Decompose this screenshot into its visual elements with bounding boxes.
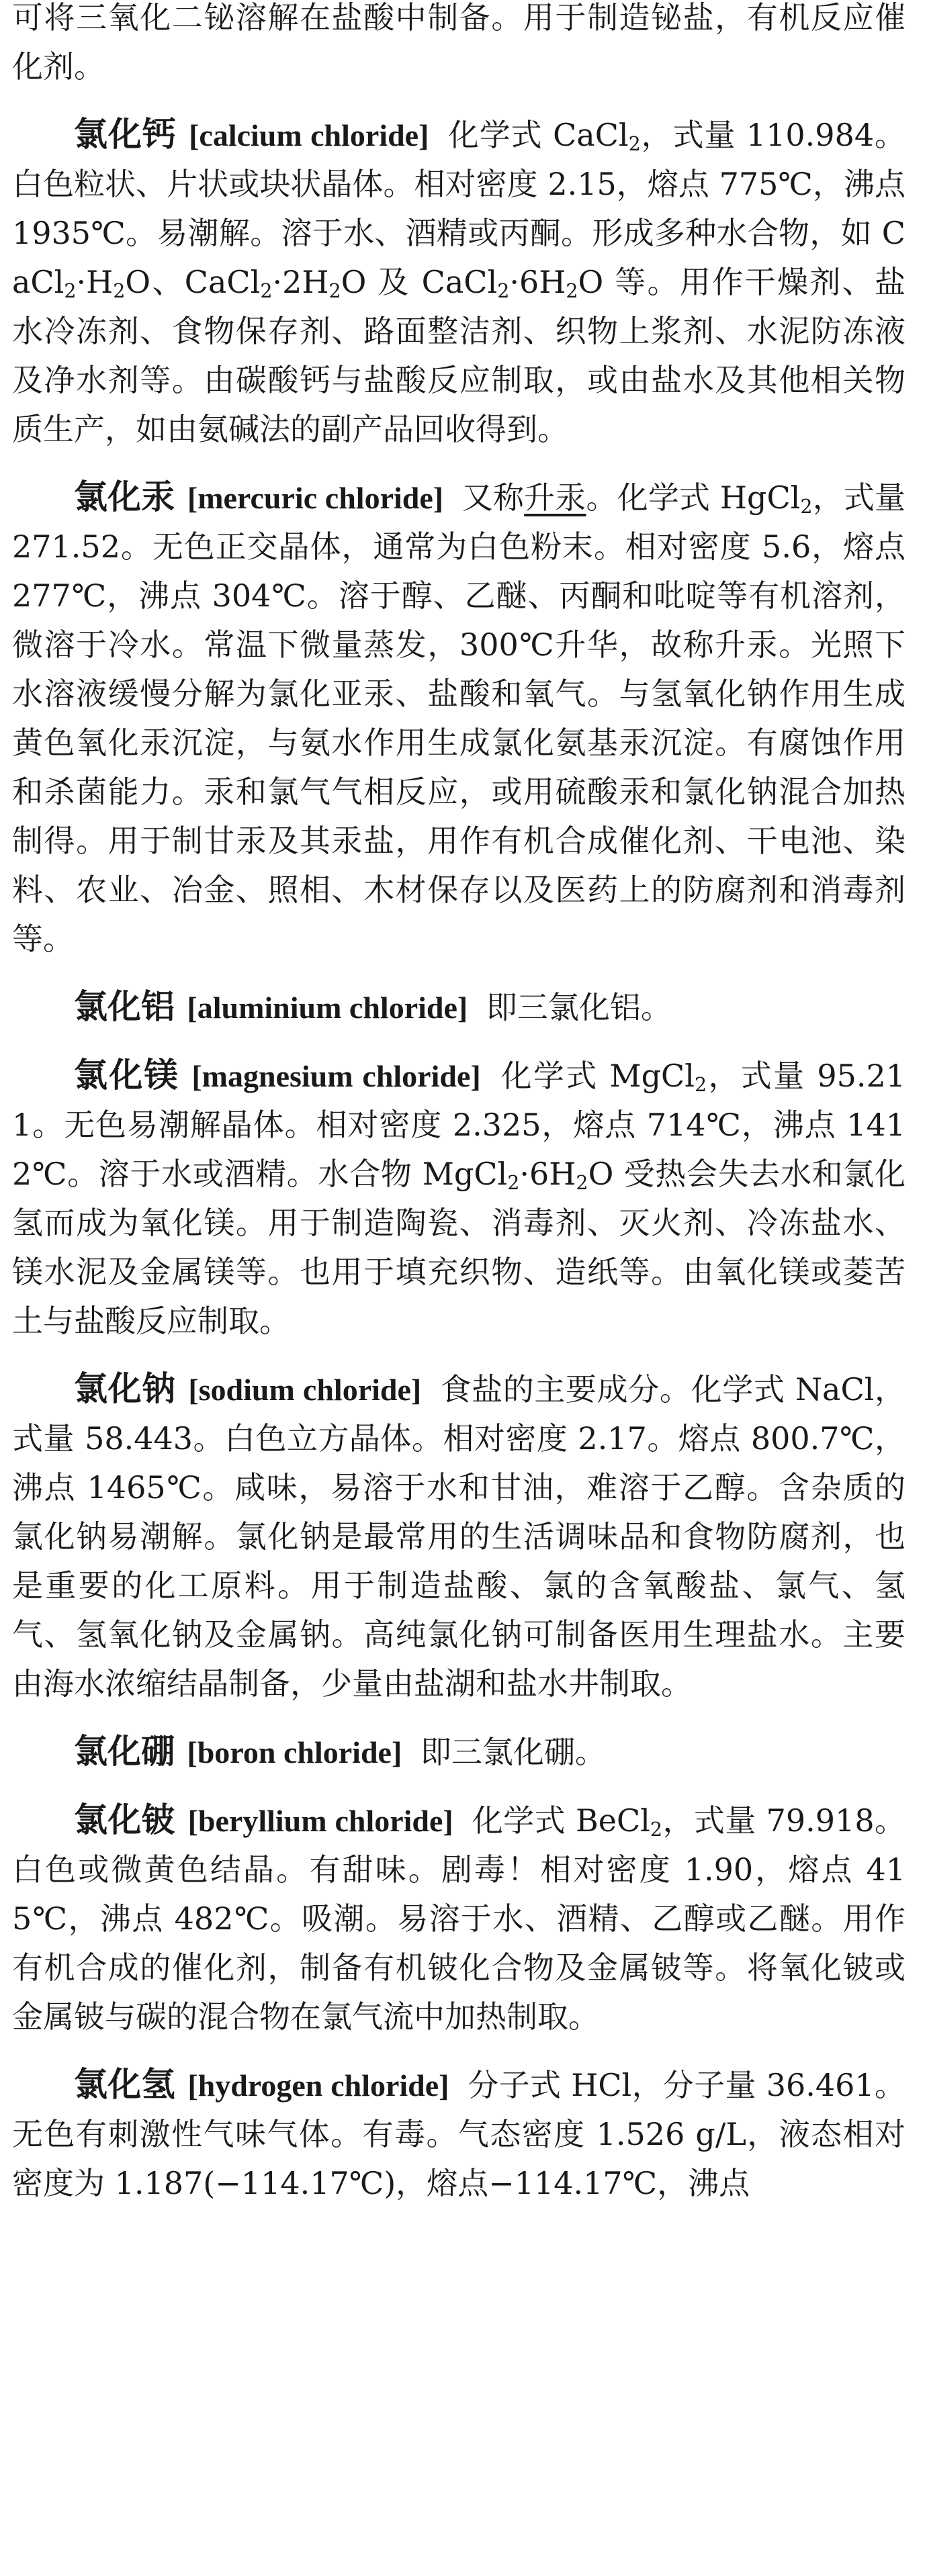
entry-headword: 氯化硼 xyxy=(74,1732,175,1771)
entry-headword: 氯化镁 xyxy=(74,1056,179,1095)
entry-mercuric-chloride: 氯化汞 [mercuric chloride] 又称升汞。化学式 HgCl$_2$，式量 271.52。无色正交晶体，通常为白色粉末。相对密度 5.6，熔点 277℃，沸点 304℃。溶于醇、乙醚、丙酮和吡啶等有机溶剂，微溶于冷水。常温下微量蒸发，300℃升华，故称升汞。光照下水溶液缓慢分解为氯化亚汞、盐酸和氧气。与氢氧化钠作用生成黄色氧化汞沉淀，与氨水作用生成氯化氨基汞沉淀。有腐蚀作用和杀菌能力。汞和氯气气相反应，或用硫酸汞和氯化钠混合加热制得。用于制甘汞及其汞盐，用作有机合成催化剂、干电池、染料、农业、冶金、照相、木材保存以及医药上的防腐剂和消毒剂等。 xyxy=(12,477,906,957)
entry-headword: 氯化钙 xyxy=(74,115,177,154)
entry-magnesium-chloride: 氯化镁 [magnesium chloride] 化学式 MgCl$_2$，式量 95.211。无色易潮解晶体。相对密度 2.325，熔点 714℃，沸点 1412℃。溶于水或酒精。水合物 $MgCl_2\cdot 6H_2O$ 受热会失去水和氯化氢而成为氧化镁。用于制造陶瓷、消毒剂、灭火剂、冷冻盐水、镁水泥及金属镁等。也用于填充织物、造纸等。由氧化镁或菱苦土与盐酸反应制取。 xyxy=(12,1056,906,1339)
text-column xyxy=(12,0,906,2208)
entry-headword: 氯化汞 xyxy=(74,477,175,516)
cross-reference-link[interactable]: 升汞 xyxy=(524,479,586,516)
entry-headword: 氯化铍 xyxy=(74,1800,176,1839)
entry-headword: 氯化钠 xyxy=(74,1369,176,1408)
entry-english-term: [sodium chloride] xyxy=(188,1373,422,1407)
entry-english-term: [calcium chloride] xyxy=(189,118,429,152)
entry-beryllium-chloride: 氯化铍 [beryllium chloride] 化学式 BeCl$_2$，式量 79.918。白色或微黄色结晶。有甜味。剧毒！相对密度 1.90，熔点 415℃，沸点 482℃。吸潮。易溶于水、酒精、乙醇或乙醚。用作有机合成的催化剂，制备有机铍化合物及金属铍等。将氧化铍或金属铍与碳的混合物在氯气流中加热制取。 xyxy=(12,1800,906,2035)
entry-calcium-chloride: 氯化钙 [calcium chloride] 化学式 CaCl$_2$，式量 110.984。白色粒状、片状或块状晶体。相对密度 2.15，熔点 775℃，沸点 1935℃。易潮解。溶于水、酒精或丙酮。形成多种水合物，如 $CaCl_2\cdot H_2O$、$CaCl_2\cdot 2H_2O$ 及 $CaCl_2\cdot 6H_2O$ 等。用作干燥剂、盐水冷冻剂、食物保存剂、路面整洁剂、织物上浆剂、水泥防冻液及净水剂等。由碳酸钙与盐酸反应制取，或由盐水及其他相关物质生产，如由氨碱法的副产品回收得到。 xyxy=(12,115,906,447)
entry-aluminium-chloride: 氯化铝 [aluminium chloride] 即三氯化铝。 xyxy=(74,987,672,1026)
entry-headword: 氯化铝 xyxy=(74,987,175,1026)
entry-english-term: [mercuric chloride] xyxy=(187,481,444,515)
entry-english-term: [boron chloride] xyxy=(187,1735,402,1769)
entry-sodium-chloride: 氯化钠 [sodium chloride] 食盐的主要成分。化学式 NaCl，式量 58.443。白色立方晶体。相对密度 2.17。熔点 800.7℃，沸点 1465℃。咸味，易溶于水和甘油，难溶于乙醇。含杂质的氯化钠易潮解。氯化钠是最常用的生活调味品和食物防腐剂，也是重要的化工原料。用于制造盐酸、氯的含氧酸盐、氯气、氢气、氢氧化钠及金属钠。高纯氯化钠可制备医用生理盐水。主要由海水浓缩结晶制备，少量由盐湖和盐水井制取。 xyxy=(12,1369,906,1702)
entry-boron-chloride: 氯化硼 [boron chloride] 即三氯化硼。 xyxy=(74,1732,606,1771)
entry-english-term: [hydrogen chloride] xyxy=(187,2068,449,2103)
entry-english-term: [beryllium chloride] xyxy=(187,1804,453,1838)
intro-paragraph: 可将三氧化二铋溶解在盐酸中制备。用于制造铋盐，有机反应催化剂。 xyxy=(12,0,906,85)
entry-headword: 氯化氢 xyxy=(74,2065,175,2104)
entry-hydrogen-chloride: 氯化氢 [hydrogen chloride] 分子式 HCl，分子量 36.461。无色有刺激性气味气体。有毒。气态密度 1.526 g/L，液态相对密度为 1.187(−114.17℃)，熔点−114.17℃，沸点 xyxy=(12,2065,906,2201)
entry-english-term: [aluminium chloride] xyxy=(187,991,468,1025)
entry-english-term: [magnesium chloride] xyxy=(191,1059,481,1093)
